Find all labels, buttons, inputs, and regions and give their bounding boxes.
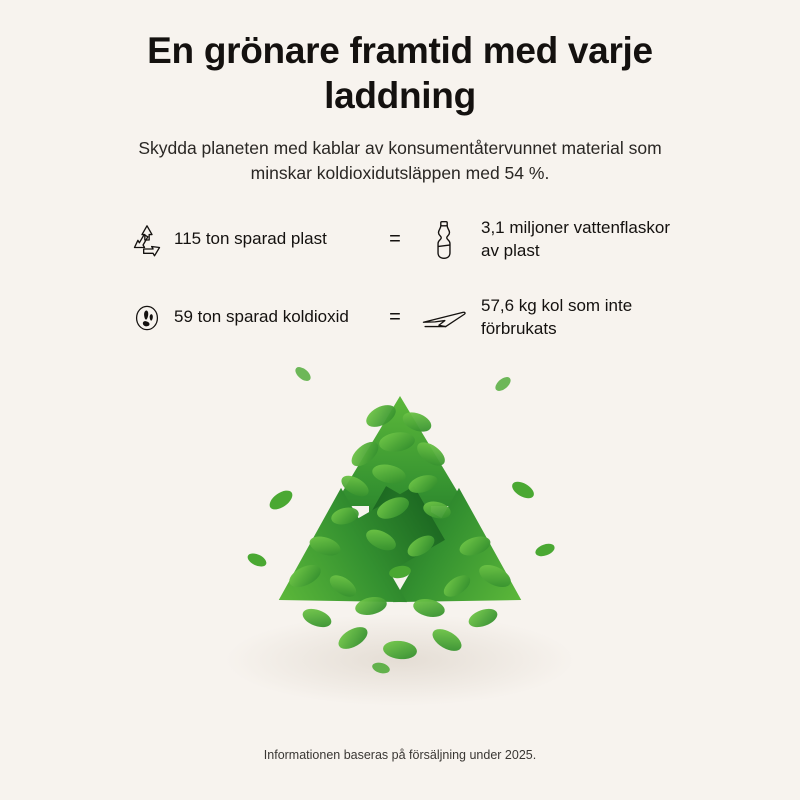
page-title: En grönare framtid med varje laddning — [147, 30, 653, 117]
stat-right-text: 3,1 miljoner vattenflaskor av plast — [481, 218, 670, 260]
recycle-icon — [120, 214, 174, 266]
plastic-bottle-icon — [417, 214, 471, 266]
stat-row — [120, 214, 680, 266]
co2-footprint-icon — [120, 292, 174, 344]
stat-right-text: 57,6 kg kol som inte förbrukats — [481, 296, 633, 338]
stat-left-text: 59 ton sparad koldioxid — [174, 307, 349, 327]
page-subtitle: Skydda planeten med kablar av konsumentåtervunnet material som minskar koldioxidutsläppen med 54 %. — [138, 138, 662, 184]
stats-list — [120, 214, 680, 344]
stat-operator: = — [389, 228, 401, 251]
stat-left-text: 115 ton sparad plast — [174, 229, 327, 249]
recycling-symbol-made-of-leaves — [185, 350, 615, 720]
stat-operator: = — [389, 306, 401, 329]
airplane-icon — [417, 292, 471, 344]
footnote: Informationen baseras på försäljning under 2025. — [263, 748, 537, 762]
stat-row — [120, 292, 680, 344]
